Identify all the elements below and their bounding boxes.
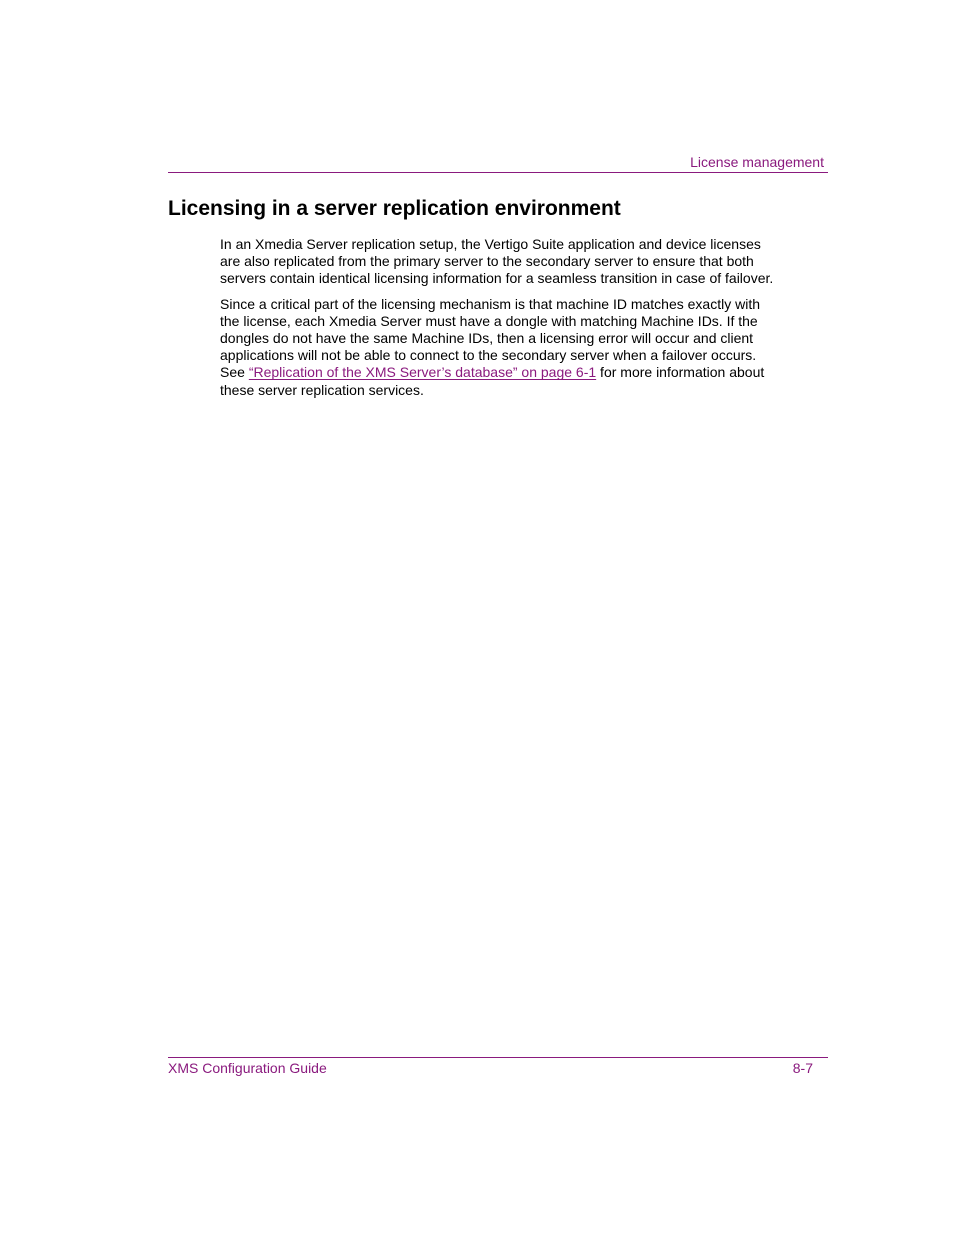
body-text bbox=[220, 236, 782, 407]
paragraph-1: In an Xmedia Server replication setup, the Vertigo Suite application and device licenses are also replicated from the primary server to the secondary server to ensure that both servers contain identical licensing information for a seamless transition in case of failover. bbox=[220, 236, 774, 287]
running-header: License management bbox=[690, 154, 824, 170]
footer-page-number: 8-7 bbox=[792, 1060, 813, 1076]
footer-doc-title: XMS Configuration Guide bbox=[168, 1060, 327, 1076]
page-title: Licensing in a server replication environment bbox=[168, 197, 621, 220]
cross-reference-link[interactable]: “Replication of the XMS Server’s database” on page 6-1 bbox=[248, 364, 597, 381]
paragraph-2-text-before-link: Since a critical part of the licensing mechanism is that machine ID matches exactly with the license, each Xmedia Server must have a dongle with matching Machine IDs. If the dongles do not have the same Machine IDs, then a licensing error will occur and client applications will not be able to connect to the secondary server when a failover occurs. See bbox=[220, 295, 761, 381]
footer-rule bbox=[168, 1057, 828, 1058]
paragraph-2 bbox=[220, 296, 782, 399]
paragraph-2-text-after-link: for more information about these server replication services. bbox=[220, 364, 765, 398]
header-rule bbox=[168, 172, 828, 173]
